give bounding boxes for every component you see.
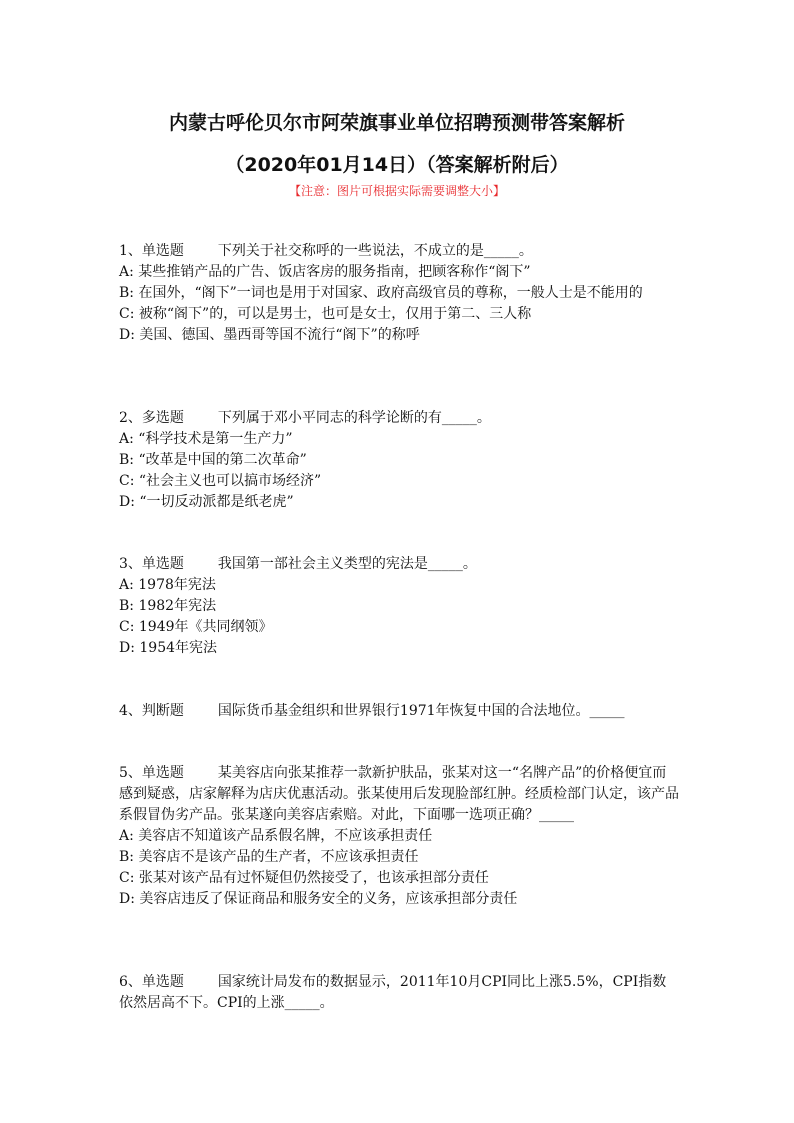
question-4: [119, 701, 679, 722]
question-number: 4、判断题: [119, 703, 184, 719]
question-number: 1、单选题: [119, 243, 184, 259]
question-stem: [119, 972, 679, 1014]
question-stem: [119, 554, 679, 575]
question-text: 国际货币基金组织和世界银行1971年恢复中国的合法地位。_____: [217, 703, 625, 719]
option-c: C: “社会主义也可以搞市场经济”: [119, 473, 322, 489]
question-text: 下列关于社交称呼的一些说法，不成立的是_____。: [217, 243, 533, 259]
document-subtitle: （2020年01月14日）（答案解析附后）: [225, 154, 569, 176]
question-number: 2、多选题: [119, 410, 184, 426]
option-d: D: 美容店违反了保证商品和服务安全的义务，应该承担部分责任: [119, 891, 518, 907]
question-1: [119, 241, 679, 346]
question-6: [119, 972, 679, 1014]
question-stem: [119, 763, 679, 826]
question-number: 5、单选题: [119, 765, 184, 781]
option-a: A: 1978年宪法: [119, 577, 216, 593]
question-2: [119, 408, 679, 513]
option-a: A: 美容店不知道该产品系假名牌，不应该承担责任: [119, 828, 433, 844]
option-a: A: 某些推销产品的广告、饭店客房的服务指南，把顾客称作“阁下”: [119, 264, 531, 280]
document-note: 【注意：图片可根据实际需要调整大小】: [288, 184, 505, 198]
question-stem: [119, 408, 679, 429]
option-b: B: 在国外，“阁下”一词也是用于对国家、政府高级官员的尊称，一般人士是不能用的: [119, 285, 643, 301]
question-text: 国家统计局发布的数据显示，2011年10月CPI同比上涨5.5%，CPI指数依然居高不下。CPI的上涨_____。: [119, 974, 667, 1011]
option-b: B: “改革是中国的第二次革命”: [119, 452, 307, 468]
option-b: B: 美容店不是该产品的生产者，不应该承担责任: [119, 849, 419, 865]
document-title: 内蒙古呼伦贝尔市阿荣旗事业单位招聘预测带答案解析: [168, 112, 625, 134]
question-5: [119, 763, 679, 910]
question-text: 某美容店向张某推荐一款新护肤品，张某对这一“名牌产品”的价格便宜而感到疑惑，店家解释为店庆优惠活动。张某使用后发现脸部红肿。经质检部门认定，该产品系假冒伪劣产品。张某遂向美容店索赔。对此，下面哪一选项正确？_____: [119, 765, 679, 823]
question-text: 下列属于邓小平同志的科学论断的有_____。: [217, 410, 491, 426]
option-a: A: “科学技术是第一生产力”: [119, 431, 293, 447]
question-stem: [119, 241, 679, 262]
option-c: C: 1949年《共同纲领》: [119, 619, 273, 635]
question-text: 我国第一部社会主义类型的宪法是_____。: [217, 556, 477, 572]
question-stem: [119, 701, 679, 722]
question-number: 6、单选题: [119, 974, 184, 990]
option-c: C: 张某对该产品有过怀疑但仍然接受了，也该承担部分责任: [119, 870, 489, 886]
option-d: D: 1954年宪法: [119, 640, 218, 656]
option-d: D: 美国、德国、墨西哥等国不流行“阁下”的称呼: [119, 327, 420, 343]
question-3: [119, 554, 679, 659]
option-d: D: “一切反动派都是纸老虎”: [119, 494, 294, 510]
question-number: 3、单选题: [119, 556, 184, 572]
option-c: C: 被称“阁下”的，可以是男士，也可是女士，仅用于第二、三人称: [119, 306, 532, 322]
option-b: B: 1982年宪法: [119, 598, 217, 614]
